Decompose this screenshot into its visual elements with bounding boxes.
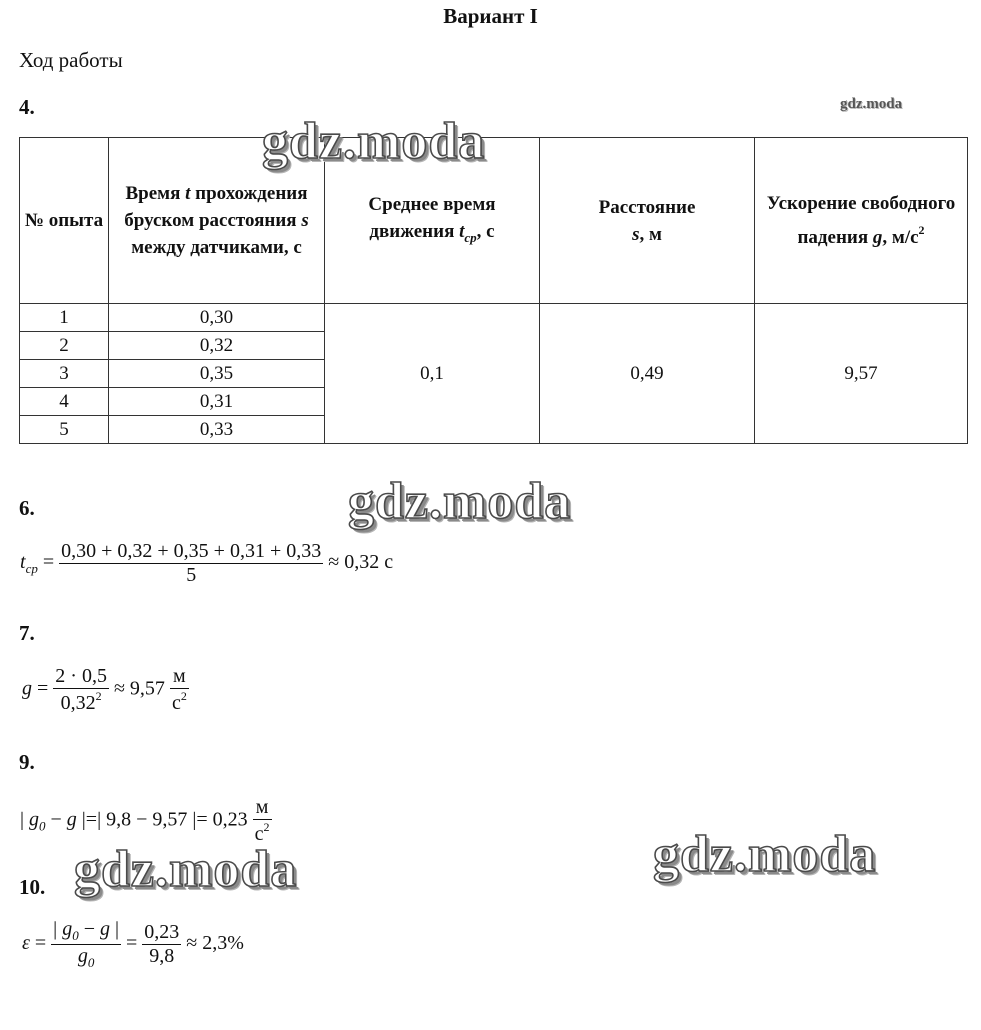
cell-number: 2 [20,332,109,360]
page-title: Вариант I [443,4,538,28]
item-number-6: 6. [19,496,35,520]
header-experiment-number: № опыта [20,138,109,304]
cell-time: 0,32 [109,332,325,360]
header-mean-time: Среднее время движения $t_{ср}$, с [325,138,540,304]
header-distance: Расстояние s, м [540,138,755,304]
item-number-7: 7. [19,621,35,645]
table-header-row [20,138,968,304]
results-table [19,137,968,444]
item-number-9: 9. [19,750,35,774]
watermark-logo: gdz.moda [653,826,877,883]
formula-absolute-error: | $g_0 - g$ |=| 9,8 − 9,57 |= 0,23 $\frac{м}{с^2}$ [20,796,270,845]
watermark-logo: gdz.moda [348,473,572,530]
cell-time: 0,31 [109,388,325,416]
cell-number: 1 [20,304,109,332]
watermark-small: gdz.moda [840,96,903,112]
header-acceleration: Ускорение свободного падения g, $м/с^2$ [755,138,968,304]
cell-distance: 0,49 [540,304,755,444]
cell-number: 4 [20,388,109,416]
formula-relative-error: ε = $\frac{| g_0 - g |}{g_0}$ = $\frac{0,23}{9,8}$ ≈ 2,3% [22,918,244,970]
table-row [20,304,968,332]
watermark-logo: gdz.moda [74,841,298,898]
section-subtitle: Ход работы [19,48,123,72]
cell-time: 0,30 [109,304,325,332]
cell-g-value: 9,57 [755,304,968,444]
cell-number: 3 [20,360,109,388]
watermark-logo: gdz.moda [262,113,486,170]
cell-mean-time: 0,1 [325,304,540,444]
cell-number: 5 [20,416,109,444]
cell-time: 0,35 [109,360,325,388]
item-number-4: 4. [19,95,35,119]
header-time: Время t прохождения бруском расстояния s между датчиками, с [109,138,325,304]
item-number-10: 10. [19,875,46,899]
formula-gravity: g = $\frac{2 \cdot 0,5}{0,32^2}$ ≈ 9,57 $\frac{м}{с^2}$ [22,665,187,714]
cell-time: 0,33 [109,416,325,444]
formula-mean-time: $t_{ср}$ = $\frac{0,30 + 0,32 + 0,35 + 0,31 + 0,33}{5}$ ≈ 0,32 с [20,540,394,586]
